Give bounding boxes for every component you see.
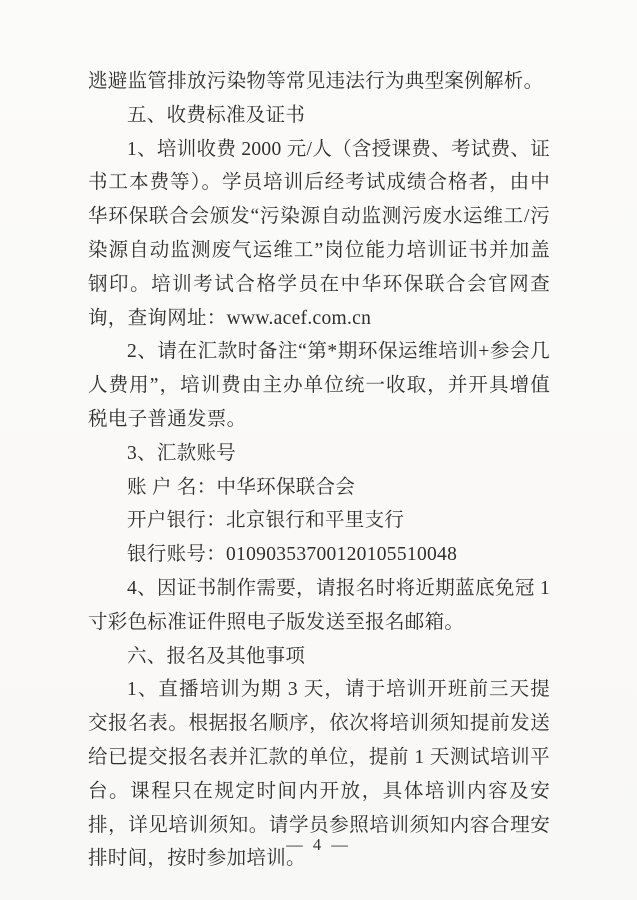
paragraph-fee-standard: 1、培训收费 2000 元/人（含授课费、考试费、证书工本费等）。学员培训后经考试成绩合格者，由中华环保联合会颁发“污染源自动监测污废水运维工/污染源自动监测废气运维工”岗位能力培训证书并加盖钢印。培训考试合格学员在中华环保联合会官网查询，查询网址：www.acef.com.cn: [88, 138, 550, 329]
paragraph-registration-details: 1、直播培训为期 3 天，请于培训开班前三天提交报名表。根据报名顺序，依次将培训须知提前发送给已提交报名表并汇款的单位，提前 1 天测试培训平台。课程只在规定时间内开放，具体培训内容及安排，详见培训须知。请学员参照培训须知内容合理安排时间，按时参加培训。: [88, 679, 550, 870]
bank-name-line: 开户银行：北京银行和平里支行: [127, 510, 405, 532]
section-heading-registration: 六、报名及其他事项: [127, 645, 306, 667]
paragraph-remittance-note: 2、请在汇款时备注“第*期环保运维培训+参会几人费用”，培训费由主办单位统一收取，并开具增值税电子普通发票。: [88, 341, 550, 430]
paragraph-continuation: 逃避监管排放污染物等常见违法行为典型案例解析。: [88, 71, 544, 92]
account-name-line: 账 户 名：中华环保联合会: [127, 476, 356, 498]
paragraph-remittance-account-heading: 3、汇款账号: [127, 442, 237, 464]
document-body: [88, 65, 550, 876]
section-heading-fees: 五、收费标准及证书: [127, 104, 306, 126]
page-number: — 4 —: [286, 835, 351, 854]
bank-account-number-line: 银行账号：01090353700120105510048: [127, 544, 458, 566]
paragraph-photo-requirement: 4、因证书制作需要，请报名时将近期蓝底免冠 1 寸彩色标准证件照电子版发送至报名邮箱。: [88, 577, 550, 633]
page-footer: [0, 831, 637, 859]
